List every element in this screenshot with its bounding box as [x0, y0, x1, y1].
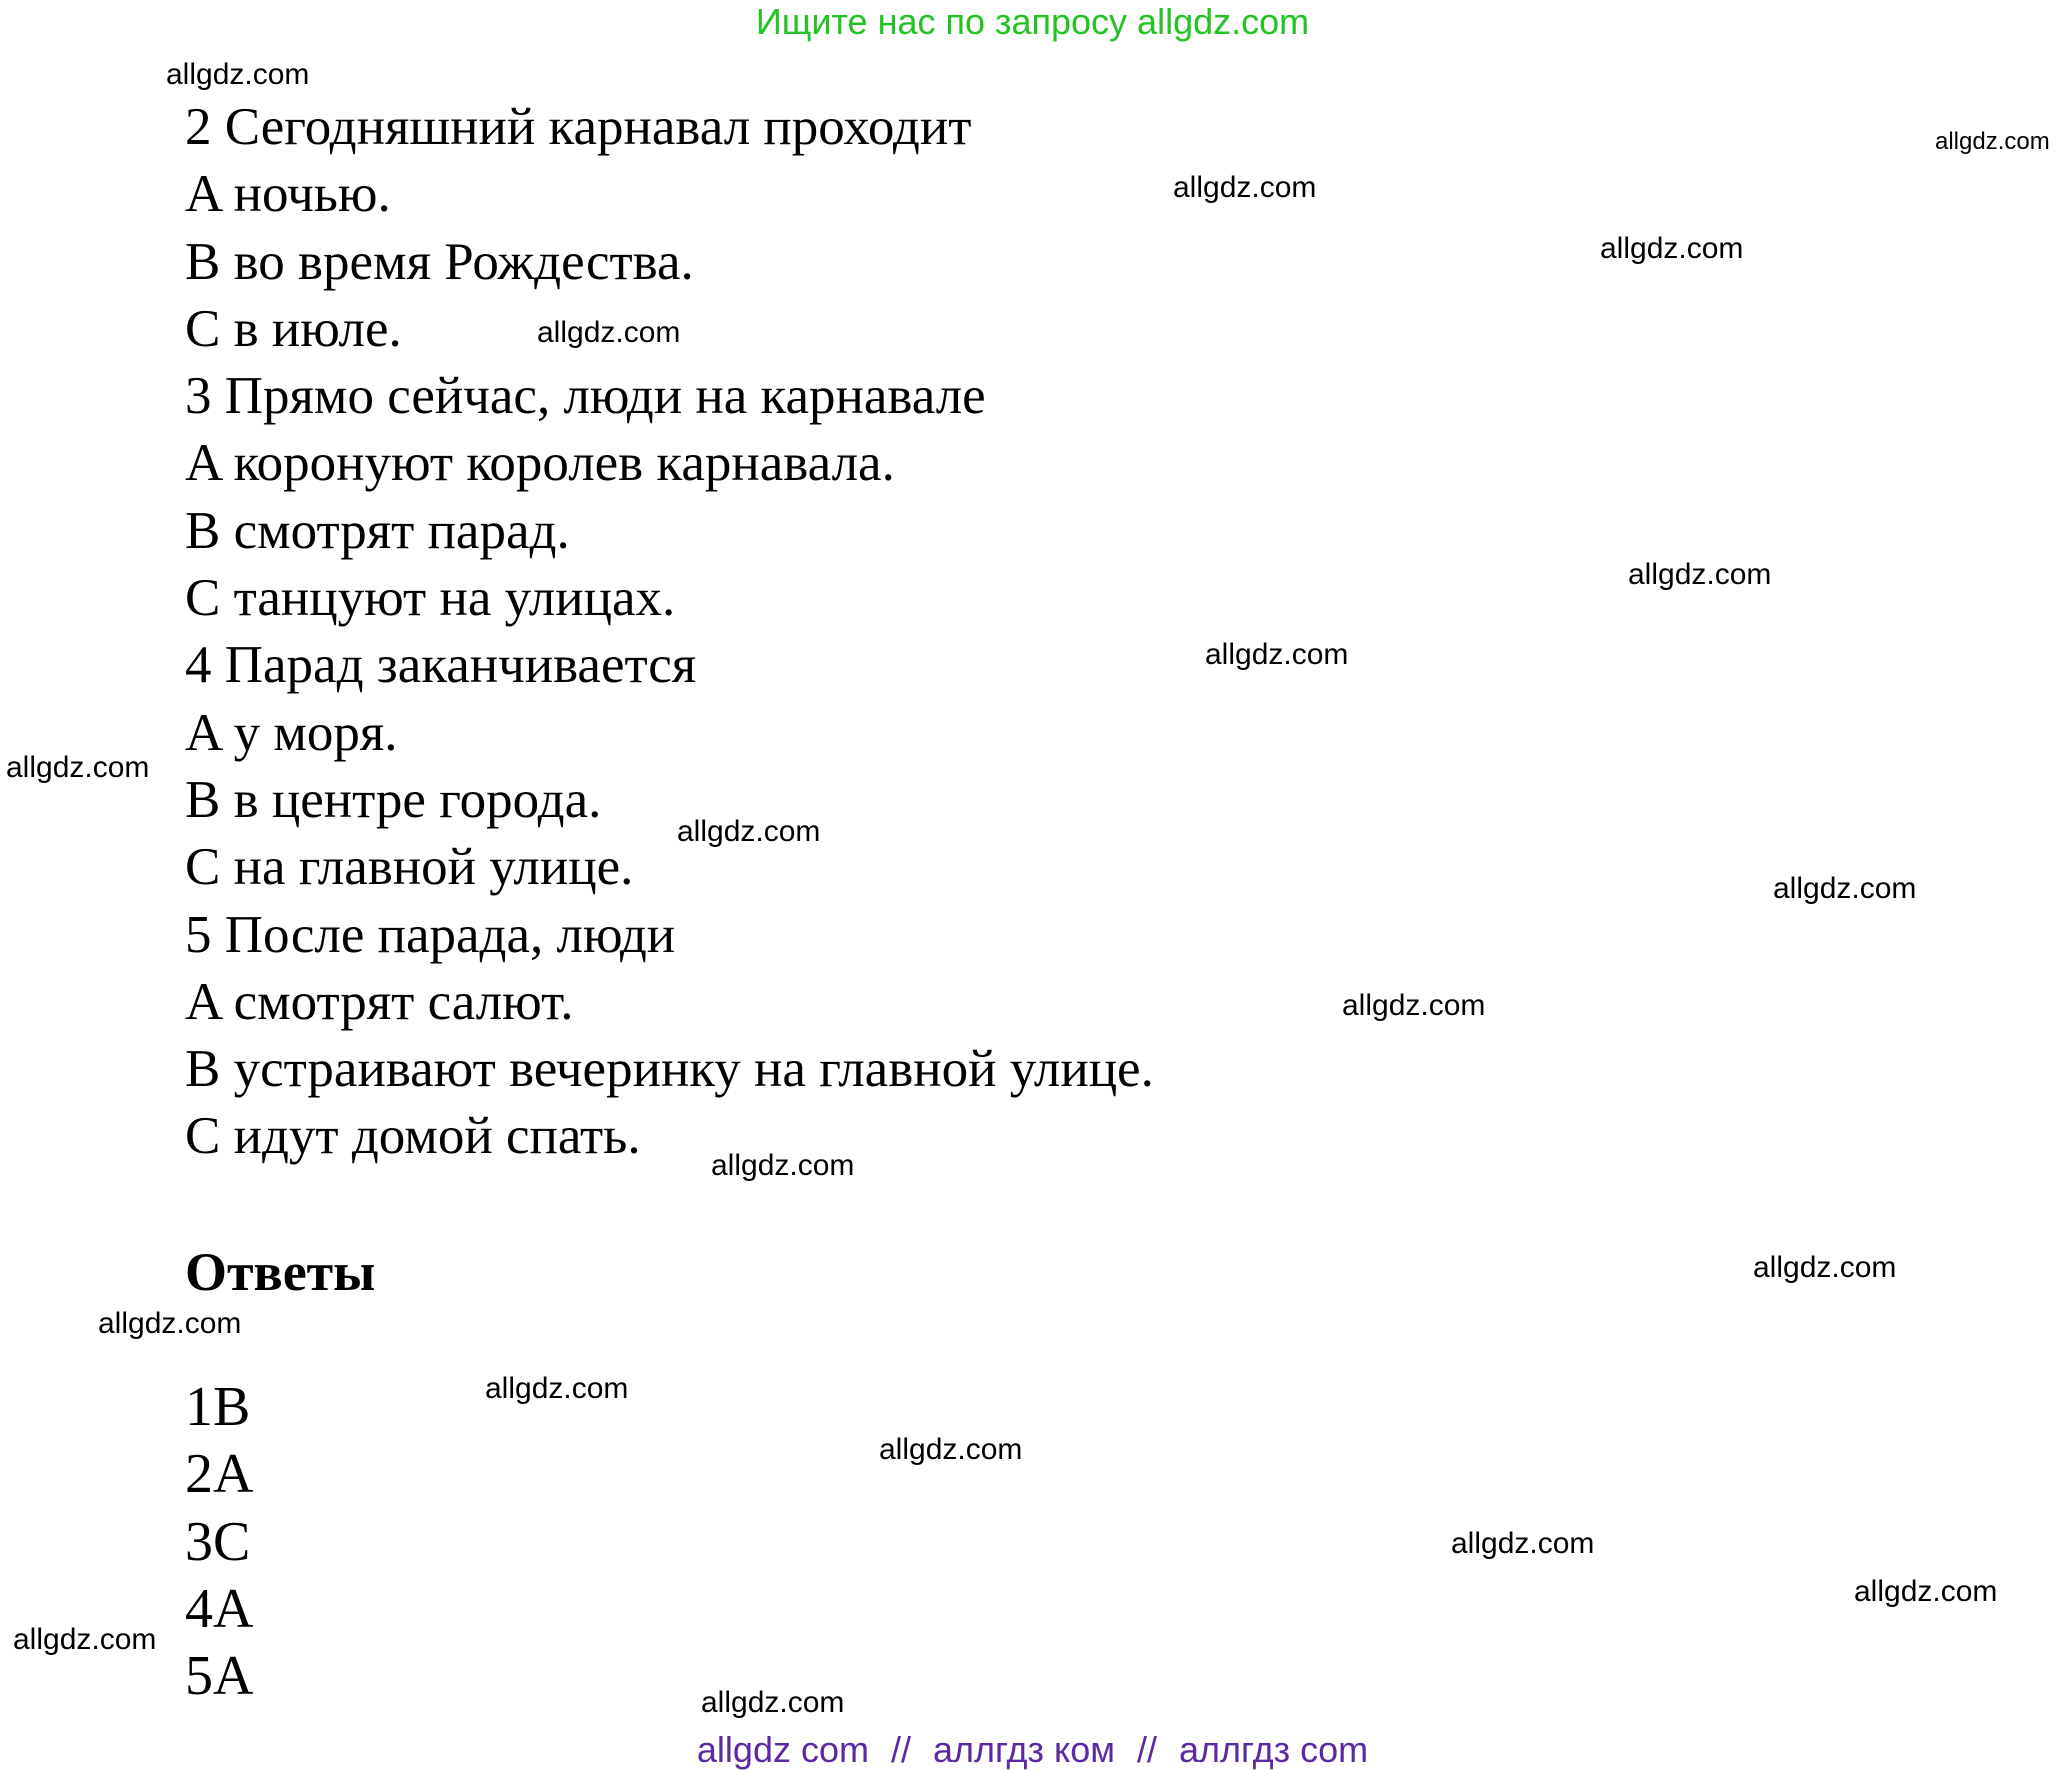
question-5-option-b: B устраивают вечеринку на главной улице.: [185, 1040, 1154, 1099]
watermark: allgdz.com: [13, 1623, 157, 1656]
footer-link-allgdz[interactable]: allgdz com: [696, 1729, 869, 1770]
question-5-stem: 5 После парада, люди: [185, 905, 676, 964]
question-3-stem: 3 Прямо сейчас, люди на карнавале: [185, 367, 986, 426]
watermark: allgdz.com: [1935, 128, 2050, 155]
watermark: allgdz.com: [1773, 872, 1917, 905]
question-5-option-a: A смотрят салют.: [185, 972, 574, 1031]
question-3-option-a: A коронуют королев карнавала.: [185, 434, 895, 493]
answer-item: 2A: [185, 1443, 254, 1506]
footer-separator: //: [1137, 1729, 1158, 1770]
watermark: allgdz.com: [98, 1307, 242, 1340]
watermark: allgdz.com: [485, 1372, 629, 1405]
watermark: allgdz.com: [711, 1149, 855, 1182]
question-block: [185, 94, 1154, 1171]
watermark: allgdz.com: [1753, 1251, 1897, 1284]
watermark: allgdz.com: [1600, 232, 1744, 265]
watermark: allgdz.com: [6, 751, 150, 784]
watermark: allgdz.com: [537, 316, 681, 349]
watermark: allgdz.com: [701, 1686, 845, 1719]
answer-item: 1B: [185, 1376, 251, 1438]
question-3-option-b: B смотрят парад.: [185, 501, 570, 560]
top-banner: Ищите нас по запросу allgdz.com: [755, 1, 1310, 42]
answer-item: 5A: [185, 1645, 254, 1708]
question-4-option-b: B в центре города.: [185, 770, 602, 829]
question-4-option-a: A у моря.: [185, 703, 398, 762]
answer-item: 3C: [185, 1510, 251, 1573]
watermark: allgdz.com: [1628, 558, 1772, 591]
question-4-stem: 4 Парад заканчивается: [185, 636, 697, 695]
watermark: allgdz.com: [1854, 1575, 1998, 1608]
answers-list: [185, 1374, 253, 1710]
question-2-stem: 2 Сегодняшний карнавал проходит: [185, 98, 972, 156]
question-5-option-c: C идут домой спать.: [185, 1107, 641, 1166]
watermark: allgdz.com: [1451, 1527, 1595, 1560]
footer-link-allgdz-cyrillic[interactable]: аллгдз ком: [933, 1729, 1115, 1770]
watermark: allgdz.com: [1205, 638, 1349, 671]
question-4-option-c: C на главной улице.: [185, 838, 634, 897]
answer-item: 4A: [185, 1577, 254, 1640]
watermark: allgdz.com: [1342, 989, 1486, 1022]
footer-links: [0, 1730, 2065, 1770]
question-2-option-c: C в июле.: [185, 299, 402, 358]
question-3-option-c: C танцуют на улицах.: [185, 569, 676, 628]
footer-separator: //: [890, 1729, 911, 1770]
watermark: allgdz.com: [166, 58, 310, 91]
question-2-option-a: A ночью.: [185, 165, 391, 224]
question-2-option-b: B во время Рождества.: [185, 232, 694, 291]
watermark: allgdz.com: [1173, 171, 1317, 204]
watermark: allgdz.com: [879, 1433, 1023, 1466]
answers-heading: Ответы: [185, 1242, 376, 1302]
footer-link-allgdz-mixed[interactable]: аллгдз com: [1179, 1729, 1369, 1770]
watermark: allgdz.com: [677, 815, 821, 848]
